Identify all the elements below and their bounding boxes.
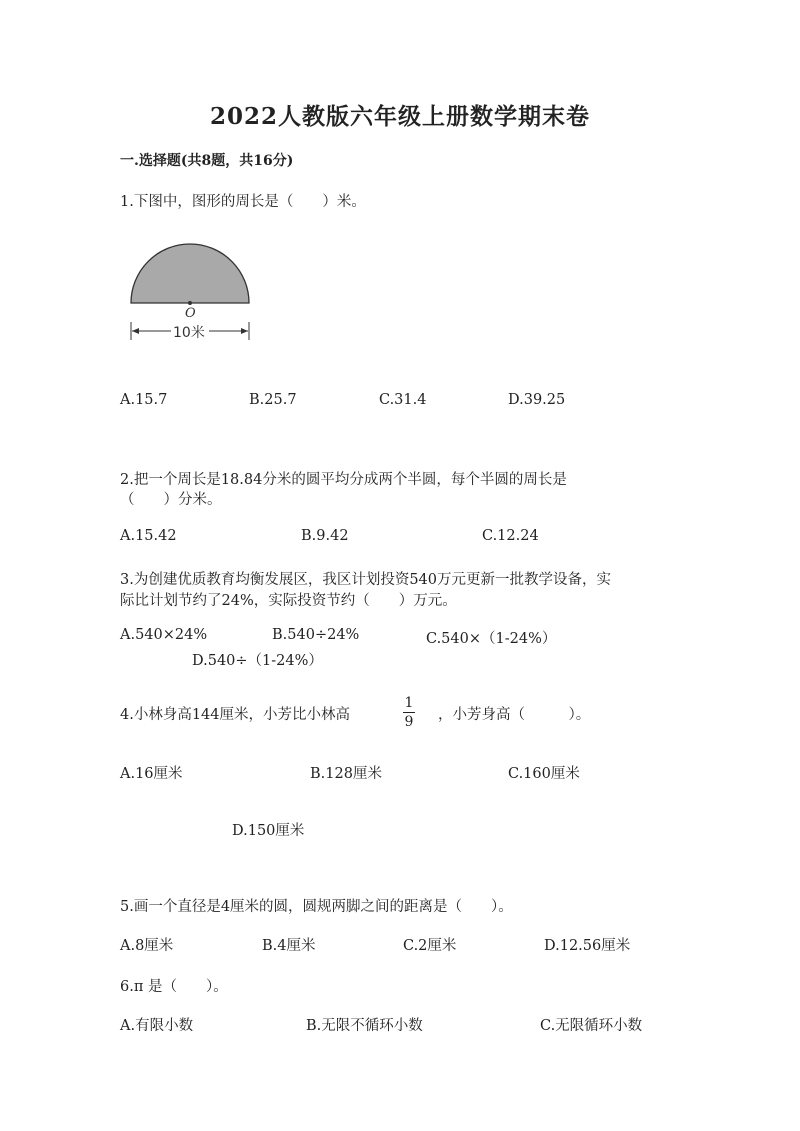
question-6-text: 6.π 是（ ）。 [120, 979, 228, 995]
question-1-text: 1.下图中，图形的周长是（ ）米。 [120, 194, 366, 210]
semicircle-figure [120, 236, 270, 346]
q5-option-b: B.4厘米 [262, 938, 316, 954]
question-2-line1: 2.把一个周长是18.84分米的圆平均分成两个半圆，每个半圆的周长是 [120, 472, 567, 488]
arrow-left-icon [132, 328, 139, 334]
q3-option-a: A.540×24% [120, 627, 208, 643]
question-3-line1: 3.为创建优质教育均衡发展区，我区计划投资540万元更新一批教学设备，实 [120, 572, 612, 588]
q6-option-b: B.无限不循环小数 [306, 1018, 423, 1034]
q4-option-d: D.150厘米 [232, 823, 305, 839]
question-5-text: 5.画一个直径是4厘米的圆，圆规两脚之间的距离是（ ）。 [120, 899, 513, 915]
fraction-bar [403, 712, 415, 713]
q2-option-b: B.9.42 [301, 528, 349, 544]
section-heading: 一.选择题(共8题，共16分) [120, 153, 294, 169]
question-4-text-before: 4.小林身高144厘米，小芳比小林高 [120, 707, 351, 723]
page-title: 2022人教版六年级上册数学期末卷 [209, 103, 590, 130]
fraction-one-ninth [403, 695, 415, 730]
q3-option-d: D.540÷（1-24%） [192, 653, 323, 669]
q2-option-c: C.12.24 [482, 528, 539, 544]
q2-option-a: A.15.42 [120, 528, 177, 544]
fraction-numerator: 1 [404, 695, 414, 711]
question-3-line2: 际比计划节约了24%，实际投资节约（ ）万元。 [120, 593, 457, 609]
q4-option-c: C.160厘米 [508, 766, 580, 782]
q5-option-a: A.8厘米 [120, 938, 174, 954]
center-label: O [185, 306, 196, 321]
q3-option-b: B.540÷24% [272, 627, 360, 643]
q6-option-a: A.有限小数 [120, 1018, 194, 1034]
question-4-text-after: ，小芳身高（ ）。 [438, 707, 591, 723]
q6-option-c: C.无限循环小数 [540, 1018, 643, 1034]
width-label: 10米 [173, 325, 205, 341]
arrow-right-icon [241, 328, 248, 334]
q1-option-a: A.15.7 [120, 392, 168, 408]
q5-option-c: C.2厘米 [403, 938, 457, 954]
center-point [188, 301, 192, 305]
q4-option-b: B.128厘米 [310, 766, 382, 782]
semicircle-shape [131, 244, 249, 303]
question-2-line2: （ ）分米。 [120, 492, 222, 508]
q4-option-a: A.16厘米 [120, 766, 183, 782]
q1-option-b: B.25.7 [249, 392, 297, 408]
q5-option-d: D.12.56厘米 [544, 938, 631, 954]
q1-option-c: C.31.4 [379, 392, 427, 408]
fraction-denominator: 9 [404, 714, 414, 730]
q3-option-c: C.540×（1-24%） [426, 631, 557, 647]
q1-option-d: D.39.25 [508, 392, 566, 408]
